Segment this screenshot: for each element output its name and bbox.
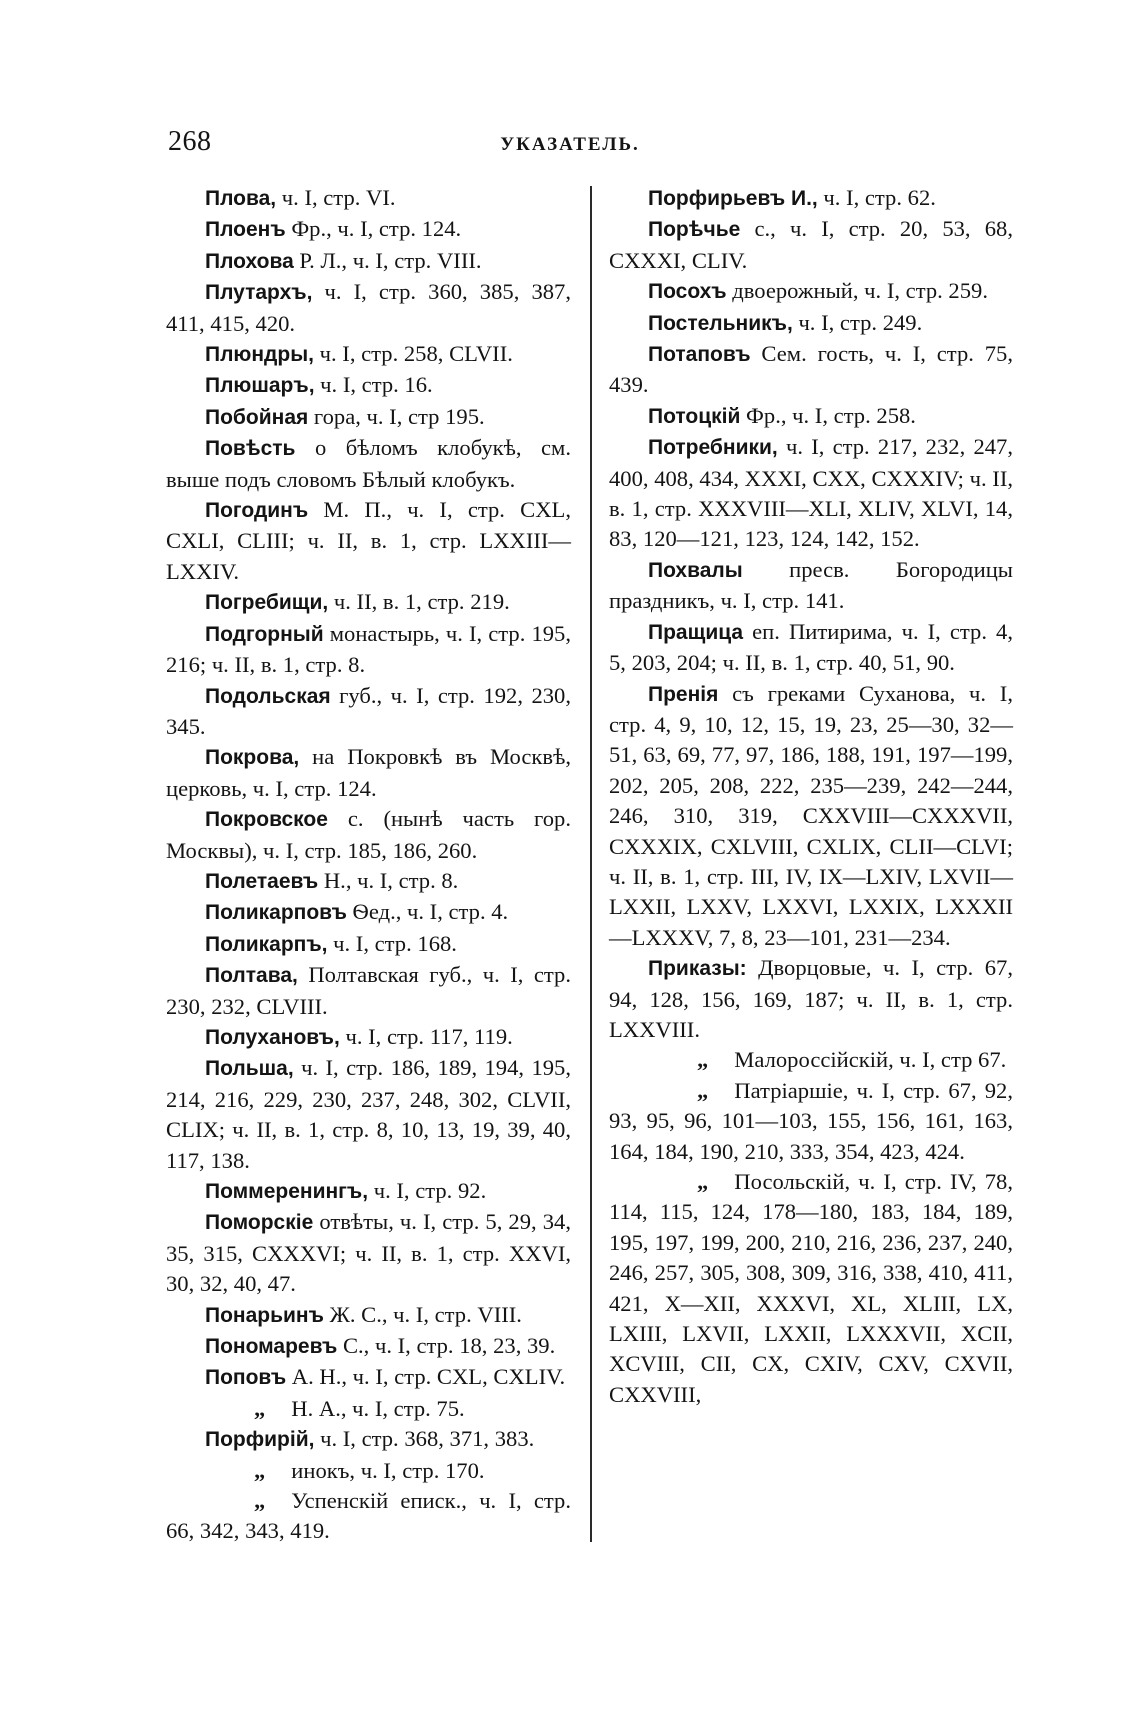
entry-references: ч. I, стр. 360, 385, 387, 411, 415, 420. bbox=[166, 279, 571, 336]
index-entry bbox=[166, 1456, 571, 1486]
index-entry bbox=[166, 960, 571, 1022]
index-entry bbox=[609, 183, 1013, 214]
entry-references: Посольскій, ч. I, стр. IV, 78, 114, 115, 124, 178—180, 183, 184, 189, 195, 197, 199, 200, 210, 216, 236, 237, 240, 246, 257, 305, 308, 309, 316, 338, 410, 411, 421, X—XII, XXXVI, XL, XLIII, LX, LXIII, LXVII, LXXII, LXXXVII, XCII, XCVIII, CII, CX, CXIV, CXV, CXVII, CXXVIII, bbox=[609, 1169, 1013, 1407]
index-entry bbox=[166, 681, 571, 743]
entry-headword: Поликарпъ, bbox=[205, 932, 328, 956]
entry-headword: Порѣчье bbox=[648, 218, 741, 242]
entry-references: Н. А., ч. I, стр. 75. bbox=[291, 1395, 465, 1421]
entry-headword: Плюндры, bbox=[205, 343, 314, 367]
entry-headword: Погодинъ bbox=[205, 499, 309, 523]
entry-references: еп. Питирима, ч. I, стр. 4, 5, 203, 204; ч. II, в. 1, стр. 40, 51, 90. bbox=[609, 618, 1013, 676]
index-entry bbox=[609, 432, 1013, 555]
page-number: 268 bbox=[168, 126, 212, 157]
index-entry bbox=[166, 1176, 571, 1207]
index-entry bbox=[609, 308, 1013, 339]
entry-references: с. (нынѣ часть гор. Москвы), ч. I, стр. 185, 186, 260. bbox=[166, 806, 571, 863]
entry-headword: Побойная bbox=[205, 405, 309, 429]
entry-headword: Порфирій, bbox=[205, 1428, 315, 1452]
entry-headword: Пономаревъ bbox=[205, 1335, 338, 1359]
index-entry bbox=[166, 866, 571, 897]
entry-references: Фр., ч. I, стр. 258. bbox=[740, 402, 916, 428]
index-entry bbox=[166, 1300, 571, 1331]
entry-references: ч. I, стр. 62. bbox=[817, 185, 936, 210]
entry-headword: Понарьинъ bbox=[205, 1303, 324, 1327]
index-entry bbox=[609, 276, 1013, 307]
entry-references: Дворцовые, ч. I, стр. 67, 94, 128, 156, 169, 187; ч. II, в. 1, стр. LXXVIII. bbox=[609, 955, 1013, 1042]
entry-references: губ., ч. I, стр. 192, 230, 345. bbox=[166, 682, 571, 739]
entry-headword: Подольская bbox=[205, 684, 331, 708]
index-entry bbox=[166, 929, 571, 960]
entry-references: Н., ч. I, стр. 8. bbox=[318, 867, 459, 893]
index-entry bbox=[166, 804, 571, 866]
entry-references: о бѣломъ клобукѣ, см. выше подъ словомъ Бѣлый клобукъ. bbox=[166, 435, 571, 492]
index-entry bbox=[166, 897, 571, 928]
entry-references: двоерожный, ч. I, стр. 259. bbox=[726, 278, 988, 304]
entry-references: Фр., ч. I, стр. 124. bbox=[285, 216, 462, 242]
index-entry bbox=[166, 214, 571, 245]
entry-references: ч. I, стр. 258, CLVII. bbox=[313, 341, 513, 367]
index-entry bbox=[609, 555, 1013, 617]
index-entry bbox=[166, 433, 571, 495]
entry-references: ч. I, стр. 168. bbox=[327, 930, 457, 956]
entry-headword: Полухановъ, bbox=[205, 1025, 340, 1049]
entry-references: ч. I, стр. 368, 371, 383. bbox=[314, 1426, 535, 1452]
entry-headword: Полетаевъ bbox=[205, 869, 319, 893]
entry-references: Патріаршіе, ч. I, стр. 67, 92, 93, 95, 96, 101—103, 155, 156, 161, 163, 164, 184, 190, 210, 333, 354, 423, 424. bbox=[609, 1077, 1013, 1164]
entry-references: отвѣты, ч. I, стр. 5, 29, 34, 35, 315, CXXXVI; ч. II, в. 1, стр. XXVI, 30, 32, 40, 47. bbox=[166, 1209, 571, 1297]
entry-headword: Постельникъ, bbox=[648, 311, 793, 335]
entry-headword: Поповъ bbox=[205, 1366, 287, 1390]
entry-headword: Потоцкій bbox=[648, 404, 741, 428]
index-entry bbox=[166, 587, 571, 618]
ditto-mark: „ bbox=[697, 1077, 709, 1103]
entry-headword: Плова, bbox=[205, 187, 277, 210]
ditto-mark: „ bbox=[254, 1457, 266, 1483]
index-entry bbox=[166, 277, 571, 339]
entry-headword: Поморскіе bbox=[205, 1211, 314, 1235]
entry-references: ч. I, стр. VI. bbox=[276, 185, 396, 210]
entry-headword: Посохъ bbox=[648, 280, 727, 304]
index-entry bbox=[166, 495, 571, 587]
entry-headword: Плохова bbox=[205, 249, 294, 273]
entry-references: ч. I, стр. 117, 119. bbox=[339, 1023, 513, 1049]
index-entry bbox=[166, 1331, 571, 1362]
entry-references: инокъ, ч. I, стр. 170. bbox=[291, 1457, 485, 1483]
index-entry bbox=[609, 1167, 1013, 1410]
entry-headword: Приказы: bbox=[648, 957, 747, 981]
index-entry bbox=[609, 401, 1013, 432]
entry-headword: Пращица bbox=[648, 620, 744, 644]
entry-headword: Потребники, bbox=[648, 436, 778, 460]
entry-headword: Пренія bbox=[648, 682, 719, 706]
entry-headword: Поликарповъ bbox=[205, 901, 347, 925]
entry-headword: Порфирьевъ И., bbox=[648, 187, 818, 210]
entry-headword: Плутархъ, bbox=[205, 281, 313, 305]
index-entry bbox=[166, 1394, 571, 1424]
index-entry bbox=[166, 339, 571, 370]
index-entry bbox=[609, 214, 1013, 276]
entry-headword: Повѣсть bbox=[205, 437, 296, 461]
column-divider bbox=[590, 186, 592, 1542]
index-entry bbox=[166, 370, 571, 401]
entry-references: с., ч. I, стр. 20, 53, 68, CXXXI, CLIV. bbox=[609, 216, 1013, 273]
entry-references: Малороссійскій, ч. I, стр 67. bbox=[734, 1047, 1007, 1073]
entry-references: пресв. Богородицы праздникъ, ч. I, стр. 141. bbox=[609, 556, 1013, 614]
left-column bbox=[166, 183, 571, 1547]
index-entry bbox=[609, 1076, 1013, 1167]
index-entry bbox=[609, 953, 1013, 1045]
entry-references: ч. I, стр. 16. bbox=[314, 372, 433, 398]
entry-references: С., ч. I, стр. 18, 23, 39. bbox=[337, 1333, 556, 1359]
entry-references: на Покровкѣ въ Москвѣ, церковь, ч. I, стр. 124. bbox=[166, 744, 571, 801]
index-entry bbox=[166, 1022, 571, 1053]
index-entry bbox=[166, 1053, 571, 1176]
entry-headword: Плоенъ bbox=[205, 218, 286, 242]
index-entry bbox=[166, 1424, 571, 1455]
entry-references: монастырь, ч. I, стр. 195, 216; ч. II, в. 1, стр. 8. bbox=[166, 620, 571, 678]
entry-references: Успенскій еписк., ч. I, стр. 66, 342, 343, 419. bbox=[166, 1488, 571, 1544]
index-entry bbox=[609, 339, 1013, 401]
entry-references: Ѳед., ч. I, стр. 4. bbox=[346, 899, 509, 925]
index-entry bbox=[166, 183, 571, 214]
index-entry bbox=[166, 246, 571, 277]
entry-headword: Покровское bbox=[205, 808, 328, 832]
entry-headword: Плюшаръ, bbox=[205, 374, 315, 398]
entry-headword: Потаповъ bbox=[648, 343, 751, 367]
entry-references: Р. Л., ч. I, стр. VIII. bbox=[293, 247, 482, 273]
index-entry bbox=[166, 402, 571, 433]
index-entry bbox=[166, 742, 571, 804]
entry-references: гора, ч. I, стр 195. bbox=[308, 403, 485, 429]
entry-headword: Польша, bbox=[205, 1057, 294, 1081]
entry-references: ч. I, стр. 186, 189, 194, 195, 214, 216, 229, 230, 237, 248, 302, CLVII, CLIX; ч. II, в. 1, стр. 8, 10, 13, 19, 39, 40, 117, 138. bbox=[166, 1055, 571, 1173]
ditto-mark: „ bbox=[697, 1047, 709, 1073]
entry-references: ч. I, стр. 249. bbox=[792, 309, 923, 335]
index-entry bbox=[609, 1045, 1013, 1075]
entry-references: съ греками Суханова, ч. I, стр. 4, 9, 10, 12, 15, 19, 23, 25—30, 32—51, 63, 69, 77, 97, 186, 188, 191, 197—199, 202, 205, 208, 222, 235—239, 242—244, 246, 310, 319, CXXVIII—CXXXVII, CXXXIX, CXLVIII, CXLIX, CLII—CLVI; ч. II, в. 1, стр. III, IV, IX—LXIV, LXVII—LXXII, LXXV, LXXVI, LXXIX, LXXXII—LXXXV, 7, 8, 23—101, 231—234. bbox=[609, 680, 1013, 950]
entry-headword: Поммеренингъ, bbox=[205, 1180, 369, 1203]
entry-references: М. П., ч. I, стр. CXL, CXLI, CLIII; ч. II, в. 1, стр. LXXIII—LXXIV. bbox=[166, 497, 571, 584]
index-entry bbox=[166, 1207, 571, 1299]
entry-references: Сем. гость, ч. I, стр. 75, 439. bbox=[609, 341, 1013, 398]
entry-references: А. Н., ч. I, стр. CXL, CXLIV. bbox=[286, 1364, 566, 1390]
entry-references: Ж. С., ч. I, стр. VIII. bbox=[323, 1301, 522, 1327]
index-entry bbox=[166, 1486, 571, 1547]
entry-headword: Полтава, bbox=[205, 964, 298, 988]
entry-references: ч. I, стр. 92. bbox=[368, 1178, 487, 1203]
index-entry bbox=[166, 619, 571, 681]
entry-references: ч. I, стр. 217, 232, 247, 400, 408, 434, XXXI, CXX, CXXXIV; ч. II, в. 1, стр. XXXVIII—XLI, XLIV, XLVI, 14, 83, 120—121, 123, 124, 142, 152. bbox=[609, 434, 1013, 552]
entry-references: Полтавская губ., ч. I, стр. 230, 232, CLVIII. bbox=[166, 962, 571, 1019]
index-entry bbox=[609, 679, 1013, 954]
running-head: УКАЗАТЕЛЬ. bbox=[500, 134, 640, 155]
entry-headword: Похвалы bbox=[648, 558, 743, 582]
entry-references: ч. II, в. 1, стр. 219. bbox=[328, 589, 510, 615]
entry-headword: Покрова, bbox=[205, 746, 300, 770]
ditto-mark: „ bbox=[697, 1169, 709, 1194]
index-entry bbox=[166, 1362, 571, 1393]
index-entry bbox=[609, 617, 1013, 679]
ditto-mark: „ bbox=[254, 1488, 266, 1514]
entry-headword: Подгорный bbox=[205, 622, 324, 646]
ditto-mark: „ bbox=[254, 1395, 266, 1421]
entry-headword: Погребищи, bbox=[205, 591, 329, 615]
right-column bbox=[609, 183, 1013, 1410]
